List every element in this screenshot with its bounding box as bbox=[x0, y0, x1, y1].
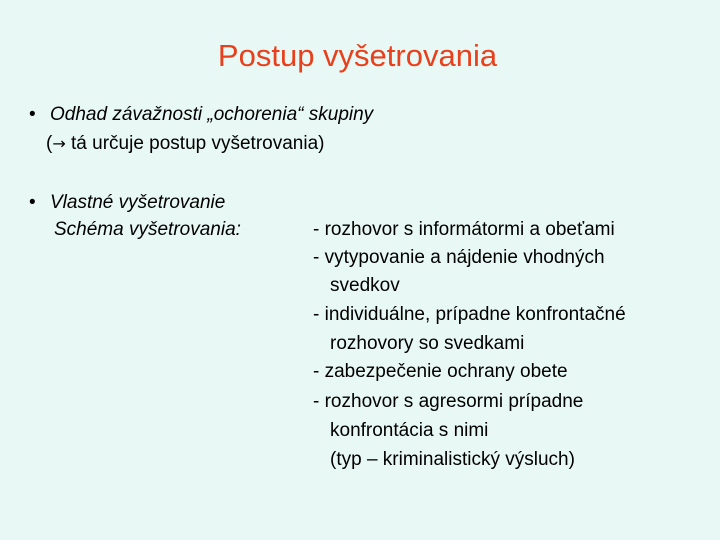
bullet-1-subtext-rest: tá určuje postup vyšetrovania) bbox=[65, 133, 325, 154]
schema-item: - vytypovanie a nájdenie vhodných bbox=[313, 247, 605, 268]
schema-item: - zabezpečenie ochrany obete bbox=[313, 361, 568, 382]
bullet-1-subtext-open: ( bbox=[46, 133, 53, 154]
bullet-1-text: Odhad závažnosti „ochorenia“ skupiny bbox=[50, 104, 374, 125]
schema-item-continuation: svedkov bbox=[330, 275, 400, 296]
bullet-2-text: Vlastné vyšetrovanie bbox=[50, 192, 226, 213]
schema-label: Schéma vyšetrovania: bbox=[54, 219, 241, 240]
schema-item: - individuálne, prípadne konfrontačné bbox=[313, 304, 626, 325]
schema-item: - rozhovor s informátormi a obeťami bbox=[313, 219, 615, 240]
bullet-1-subtext bbox=[46, 131, 324, 157]
schema-item: - rozhovor s agresormi prípadne bbox=[313, 391, 584, 412]
right-arrow-icon: → bbox=[52, 134, 66, 153]
bullet-2-marker: • bbox=[29, 192, 36, 213]
bullet-1-marker: • bbox=[29, 104, 36, 125]
slide-title: Postup vyšetrovania bbox=[217, 38, 498, 73]
schema-item-continuation: (typ – kriminalistický výsluch) bbox=[330, 449, 575, 470]
schema-item-continuation: konfrontácia s nimi bbox=[330, 420, 489, 441]
schema-item-continuation: rozhovory so svedkami bbox=[330, 333, 525, 354]
